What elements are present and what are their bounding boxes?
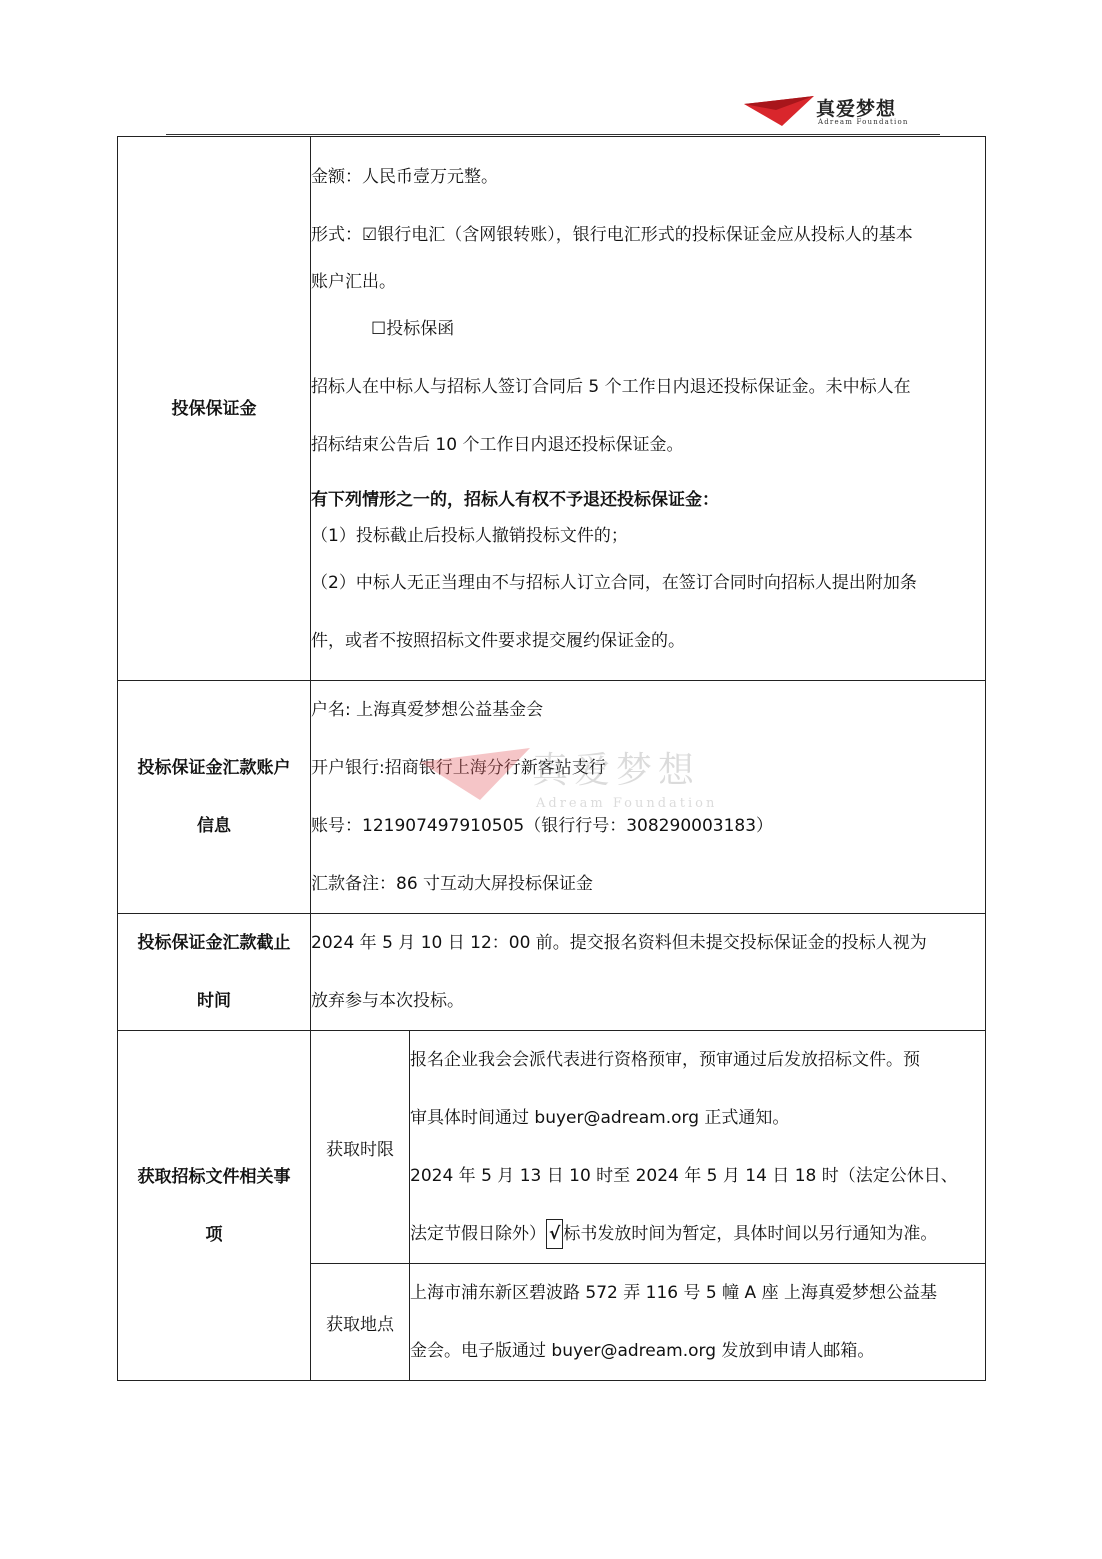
obtain-time-line2: 审具体时间通过 buyer@adream.org 正式通知。 (410, 1108, 790, 1128)
obtain-time-line1: 报名企业我会会派代表进行资格预审，预审通过后发放招标文件。预 (410, 1050, 920, 1070)
deposit-forfeit-title: 有下列情形之一的，招标人有权不予退还投标保证金： (311, 489, 719, 510)
deadline-content (311, 914, 986, 1031)
obtain-time-line4: 法定节假日除外） √ 标书发放时间为暂定，具体时间以另行通知为准。 (410, 1205, 985, 1263)
row-label-account: 投标保证金汇款账户 信息 (118, 681, 311, 914)
table-row (118, 681, 986, 914)
header-logo (744, 92, 914, 132)
deposit-content (311, 137, 986, 681)
logo-brand-text: 真爱梦想 (816, 98, 897, 120)
obtain-place-line2: 金会。电子版通过 buyer@adream.org 发放到申请人邮箱。 (410, 1341, 875, 1361)
row-label-deadline: 投标保证金汇款截止 时间 (118, 914, 311, 1031)
table-row (118, 137, 986, 681)
deposit-forfeit-2-line2: 件，或者不按照招标文件要求提交履约保证金的。 (311, 630, 685, 651)
deadline-line1: 2024 年 5 月 10 日 12：00 前。提交报名资料但未提交投标保证金的投标人视为 (311, 933, 927, 953)
account-number: 账号：121907497910505（银行行号：308290003183） (311, 816, 774, 836)
obtain-place-content (410, 1264, 986, 1381)
deposit-refund-line2: 招标结束公告后 10 个工作日内退还投标保证金。 (311, 434, 684, 455)
header-rule (166, 134, 940, 135)
obtain-time-content (410, 1031, 986, 1264)
deposit-guarantee-option: ☐投标保函 (371, 318, 455, 339)
deposit-forfeit-1: （1）投标截止后投标人撤销投标文件的； (311, 525, 628, 546)
bid-info-table (117, 136, 986, 1381)
logo-brand-subtext: Adream Foundation (818, 118, 909, 126)
deposit-amount: 金额：人民币壹万元整。 (311, 166, 498, 187)
row-label-deposit: 投保保证金 (118, 137, 311, 681)
account-note: 汇款备注：86 寸互动大屏投标保证金 (311, 874, 594, 894)
deposit-form-line1: 形式：☑银行电汇（含网银转账），银行电汇形式的投标保证金应从投标人的基本 (311, 224, 913, 245)
account-name: 户名: 上海真爱梦想公益基金会 (311, 700, 544, 720)
table-row (118, 1031, 986, 1264)
obtain-time-label: 获取时限 (311, 1031, 410, 1264)
watermark: 真爱梦想 Adream Foundation (420, 742, 740, 822)
deposit-refund-line1: 招标人在中标人与招标人签订合同后 5 个工作日内退还投标保证金。未中标人在 (311, 376, 911, 397)
obtain-place-label: 获取地点 (311, 1264, 410, 1381)
check-mark-icon: √ (546, 1219, 563, 1249)
row-label-obtain: 获取招标文件相关事 项 (118, 1031, 311, 1381)
obtain-place-line1: 上海市浦东新区碧波路 572 弄 116 号 5 幢 A 座 上海真爱梦想公益基 (410, 1283, 937, 1303)
deposit-forfeit-2-line1: （2）中标人无正当理由不与招标人订立合同，在签订合同时向招标人提出附加条 (311, 572, 917, 593)
account-bank: 开户银行:招商银行上海分行新客站支行 (311, 758, 606, 778)
obtain-time-line3: 2024 年 5 月 13 日 10 时至 2024 年 5 月 14 日 18 时（法定公休日、 (410, 1166, 958, 1186)
account-content (311, 681, 986, 914)
table-row (118, 914, 986, 1031)
paper-plane-icon (744, 92, 814, 128)
deadline-line2: 放弃参与本次投标。 (311, 991, 464, 1011)
deposit-form-line2: 账户汇出。 (311, 271, 396, 292)
